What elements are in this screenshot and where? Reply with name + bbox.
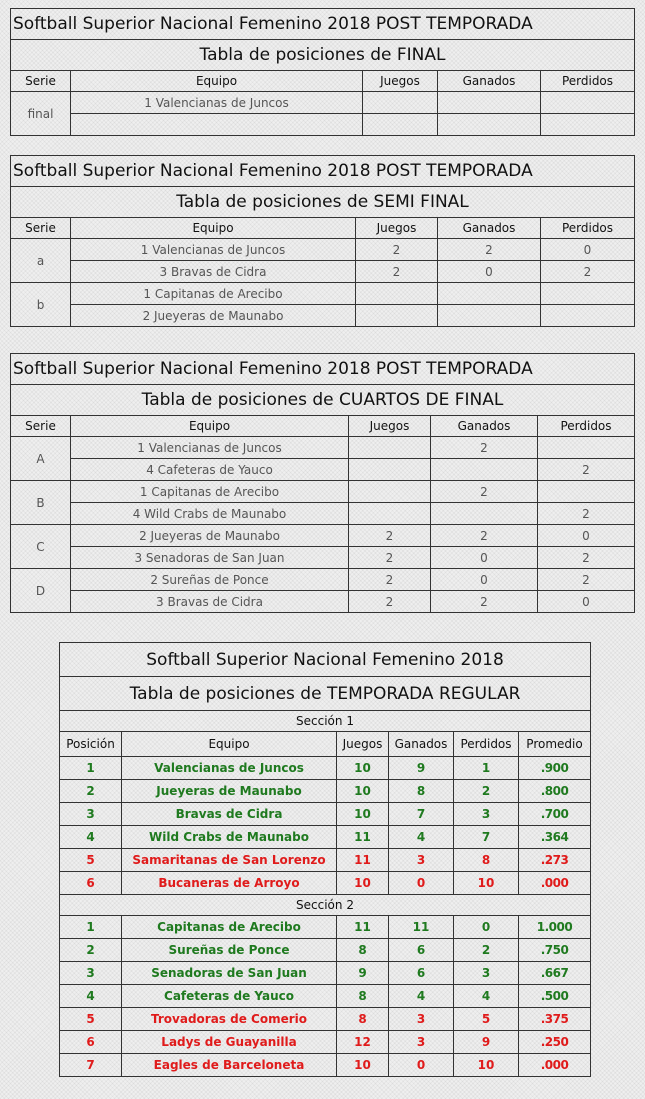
team-cell: Bucaneras de Arroyo: [122, 872, 337, 895]
perdidos-cell: 4: [454, 985, 519, 1008]
juegos-cell: 11: [337, 826, 389, 849]
header-perdidos: Perdidos: [541, 218, 635, 239]
ganados-cell: 0: [389, 1054, 454, 1077]
table-row: [11, 305, 635, 327]
team-cell: Senadoras de San Juan: [122, 962, 337, 985]
perdidos-cell: 2: [538, 503, 635, 525]
header-equipo: Equipo: [71, 71, 363, 92]
ganados-cell: 2: [431, 437, 538, 459]
juegos-cell: 8: [337, 1008, 389, 1031]
team-cell: 4 Cafeteras de Yauco: [71, 459, 349, 481]
promedio-cell: .700: [519, 803, 591, 826]
position-cell: 1: [60, 757, 122, 780]
table-row: [11, 591, 635, 613]
table-row: [11, 569, 635, 591]
perdidos-cell: 0: [454, 916, 519, 939]
team-cell: 1 Capitanas de Arecibo: [71, 481, 349, 503]
perdidos-cell: [541, 92, 635, 114]
juegos-cell: 2: [356, 239, 438, 261]
position-cell: 4: [60, 826, 122, 849]
ganados-cell: [431, 503, 538, 525]
table-title: Softball Superior Nacional Femenino 2018: [60, 643, 591, 677]
perdidos-cell: 5: [454, 1008, 519, 1031]
ganados-cell: [438, 114, 541, 136]
header-equipo: Equipo: [71, 218, 356, 239]
perdidos-cell: 0: [538, 525, 635, 547]
ganados-cell: 3: [389, 1031, 454, 1054]
promedio-cell: .250: [519, 1031, 591, 1054]
ganados-cell: 8: [389, 780, 454, 803]
promedio-cell: .500: [519, 985, 591, 1008]
juegos-cell: 11: [337, 916, 389, 939]
table-title: Softball Superior Nacional Femenino 2018 POST TEMPORADA: [11, 354, 635, 385]
table-row: [11, 547, 635, 569]
ganados-cell: 3: [389, 849, 454, 872]
header-juegos: Juegos: [363, 71, 438, 92]
team-cell: 1 Valencianas de Juncos: [71, 92, 363, 114]
perdidos-cell: 2: [538, 459, 635, 481]
table-subtitle: Tabla de posiciones de TEMPORADA REGULAR: [60, 677, 591, 711]
ganados-cell: 2: [438, 239, 541, 261]
juegos-cell: [349, 459, 431, 481]
promedio-cell: .000: [519, 1054, 591, 1077]
position-cell: 5: [60, 1008, 122, 1031]
header-juegos: Juegos: [337, 732, 389, 757]
ganados-cell: 0: [431, 547, 538, 569]
juegos-cell: [349, 481, 431, 503]
ganados-cell: 0: [389, 872, 454, 895]
juegos-cell: 2: [349, 547, 431, 569]
promedio-cell: .000: [519, 872, 591, 895]
ganados-cell: [438, 92, 541, 114]
perdidos-cell: [541, 283, 635, 305]
header-juegos: Juegos: [356, 218, 438, 239]
perdidos-cell: [541, 305, 635, 327]
ganados-cell: 11: [389, 916, 454, 939]
perdidos-cell: 2: [454, 939, 519, 962]
ganados-cell: 9: [389, 757, 454, 780]
ganados-cell: 0: [438, 261, 541, 283]
serie-label: C: [11, 525, 71, 569]
promedio-cell: 1.000: [519, 916, 591, 939]
header-equipo: Equipo: [122, 732, 337, 757]
promedio-cell: .800: [519, 780, 591, 803]
header-promedio: Promedio: [519, 732, 591, 757]
table-row: [11, 437, 635, 459]
perdidos-cell: 7: [454, 826, 519, 849]
team-cell: 4 Wild Crabs de Maunabo: [71, 503, 349, 525]
juegos-cell: 2: [349, 525, 431, 547]
perdidos-cell: [538, 481, 635, 503]
juegos-cell: [363, 114, 438, 136]
table-subtitle: Tabla de posiciones de CUARTOS DE FINAL: [11, 385, 635, 416]
perdidos-cell: 3: [454, 962, 519, 985]
header-serie: Serie: [11, 416, 71, 437]
juegos-cell: [356, 305, 438, 327]
position-cell: 1: [60, 916, 122, 939]
team-cell: Capitanas de Arecibo: [122, 916, 337, 939]
table-row: [11, 459, 635, 481]
section-label: Sección 1: [60, 711, 591, 732]
ganados-cell: 0: [431, 569, 538, 591]
regular-season-standings-table: [59, 642, 591, 1077]
team-cell: Samaritanas de San Lorenzo: [122, 849, 337, 872]
position-cell: 4: [60, 985, 122, 1008]
ganados-cell: 4: [389, 985, 454, 1008]
team-cell: Wild Crabs de Maunabo: [122, 826, 337, 849]
ganados-cell: 4: [389, 826, 454, 849]
promedio-cell: .900: [519, 757, 591, 780]
juegos-cell: 8: [337, 985, 389, 1008]
team-cell: Ladys de Guayanilla: [122, 1031, 337, 1054]
table-row: [11, 503, 635, 525]
header-equipo: Equipo: [71, 416, 349, 437]
table-row: [60, 826, 591, 849]
team-cell: Bravas de Cidra: [122, 803, 337, 826]
promedio-cell: .667: [519, 962, 591, 985]
perdidos-cell: 8: [454, 849, 519, 872]
team-cell: 3 Bravas de Cidra: [71, 261, 356, 283]
team-cell: Sureñas de Ponce: [122, 939, 337, 962]
table-row: [11, 261, 635, 283]
juegos-cell: 10: [337, 803, 389, 826]
serie-label: b: [11, 283, 71, 327]
position-cell: 3: [60, 962, 122, 985]
table-row: [60, 849, 591, 872]
perdidos-cell: 2: [538, 569, 635, 591]
table-row: [11, 525, 635, 547]
table-row: [11, 239, 635, 261]
section-label: Sección 2: [60, 895, 591, 916]
header-perdidos: Perdidos: [541, 71, 635, 92]
position-cell: 2: [60, 939, 122, 962]
juegos-cell: 2: [356, 261, 438, 283]
serie-label: D: [11, 569, 71, 613]
perdidos-cell: 0: [538, 591, 635, 613]
team-cell: Valencianas de Juncos: [122, 757, 337, 780]
perdidos-cell: 2: [538, 547, 635, 569]
ganados-cell: [438, 305, 541, 327]
team-cell: 1 Valencianas de Juncos: [71, 437, 349, 459]
header-posicion: Posición: [60, 732, 122, 757]
header-serie: Serie: [11, 218, 71, 239]
juegos-cell: 2: [349, 569, 431, 591]
semifinal-standings-table: [10, 155, 635, 327]
position-cell: 6: [60, 872, 122, 895]
position-cell: 5: [60, 849, 122, 872]
table-row: [11, 114, 635, 136]
juegos-cell: [363, 92, 438, 114]
table-title: Softball Superior Nacional Femenino 2018 POST TEMPORADA: [11, 9, 635, 40]
ganados-cell: 2: [431, 591, 538, 613]
perdidos-cell: 2: [541, 261, 635, 283]
position-cell: 3: [60, 803, 122, 826]
juegos-cell: 10: [337, 780, 389, 803]
team-cell: 3 Bravas de Cidra: [71, 591, 349, 613]
juegos-cell: 10: [337, 757, 389, 780]
header-perdidos: Perdidos: [538, 416, 635, 437]
table-row: [60, 780, 591, 803]
juegos-cell: 9: [337, 962, 389, 985]
table-subtitle: Tabla de posiciones de FINAL: [11, 40, 635, 71]
table-row: [60, 757, 591, 780]
header-ganados: Ganados: [389, 732, 454, 757]
promedio-cell: .750: [519, 939, 591, 962]
juegos-cell: [356, 283, 438, 305]
serie-label: a: [11, 239, 71, 283]
table-row: [11, 481, 635, 503]
perdidos-cell: 0: [541, 239, 635, 261]
position-cell: 7: [60, 1054, 122, 1077]
header-ganados: Ganados: [431, 416, 538, 437]
position-cell: 6: [60, 1031, 122, 1054]
team-cell: Cafeteras de Yauco: [122, 985, 337, 1008]
promedio-cell: .375: [519, 1008, 591, 1031]
header-ganados: Ganados: [438, 218, 541, 239]
header-ganados: Ganados: [438, 71, 541, 92]
perdidos-cell: 2: [454, 780, 519, 803]
ganados-cell: [431, 459, 538, 481]
table-row: [60, 1054, 591, 1077]
team-cell: 2 Jueyeras de Maunabo: [71, 525, 349, 547]
ganados-cell: 6: [389, 939, 454, 962]
header-perdidos: Perdidos: [454, 732, 519, 757]
ganados-cell: 3: [389, 1008, 454, 1031]
final-standings-table: [10, 8, 635, 136]
perdidos-cell: 3: [454, 803, 519, 826]
ganados-cell: 7: [389, 803, 454, 826]
table-row: [60, 985, 591, 1008]
table-row: [60, 872, 591, 895]
juegos-cell: 10: [337, 872, 389, 895]
team-cell: Jueyeras de Maunabo: [122, 780, 337, 803]
position-cell: 2: [60, 780, 122, 803]
team-cell: 2 Sureñas de Ponce: [71, 569, 349, 591]
promedio-cell: .273: [519, 849, 591, 872]
header-juegos: Juegos: [349, 416, 431, 437]
ganados-cell: [438, 283, 541, 305]
ganados-cell: 2: [431, 525, 538, 547]
perdidos-cell: [541, 114, 635, 136]
team-cell: 1 Valencianas de Juncos: [71, 239, 356, 261]
serie-label: A: [11, 437, 71, 481]
table-row: [60, 962, 591, 985]
header-serie: Serie: [11, 71, 71, 92]
table-subtitle: Tabla de posiciones de SEMI FINAL: [11, 187, 635, 218]
table-row: [11, 283, 635, 305]
juegos-cell: 11: [337, 849, 389, 872]
juegos-cell: [349, 437, 431, 459]
perdidos-cell: 9: [454, 1031, 519, 1054]
serie-label: final: [11, 92, 71, 136]
table-row: [11, 92, 635, 114]
table-row: [60, 1008, 591, 1031]
table-title: Softball Superior Nacional Femenino 2018 POST TEMPORADA: [11, 156, 635, 187]
juegos-cell: 10: [337, 1054, 389, 1077]
promedio-cell: .364: [519, 826, 591, 849]
table-row: [60, 939, 591, 962]
serie-label: B: [11, 481, 71, 525]
team-cell: 3 Senadoras de San Juan: [71, 547, 349, 569]
juegos-cell: [349, 503, 431, 525]
ganados-cell: 2: [431, 481, 538, 503]
ganados-cell: 6: [389, 962, 454, 985]
team-cell: 1 Capitanas de Arecibo: [71, 283, 356, 305]
juegos-cell: 2: [349, 591, 431, 613]
quarterfinal-standings-table: [10, 353, 635, 613]
perdidos-cell: [538, 437, 635, 459]
team-cell: [71, 114, 363, 136]
perdidos-cell: 1: [454, 757, 519, 780]
perdidos-cell: 10: [454, 872, 519, 895]
juegos-cell: 12: [337, 1031, 389, 1054]
perdidos-cell: 10: [454, 1054, 519, 1077]
juegos-cell: 8: [337, 939, 389, 962]
table-row: [60, 803, 591, 826]
team-cell: Trovadoras de Comerio: [122, 1008, 337, 1031]
table-row: [60, 1031, 591, 1054]
table-row: [60, 916, 591, 939]
team-cell: 2 Jueyeras de Maunabo: [71, 305, 356, 327]
team-cell: Eagles de Barceloneta: [122, 1054, 337, 1077]
